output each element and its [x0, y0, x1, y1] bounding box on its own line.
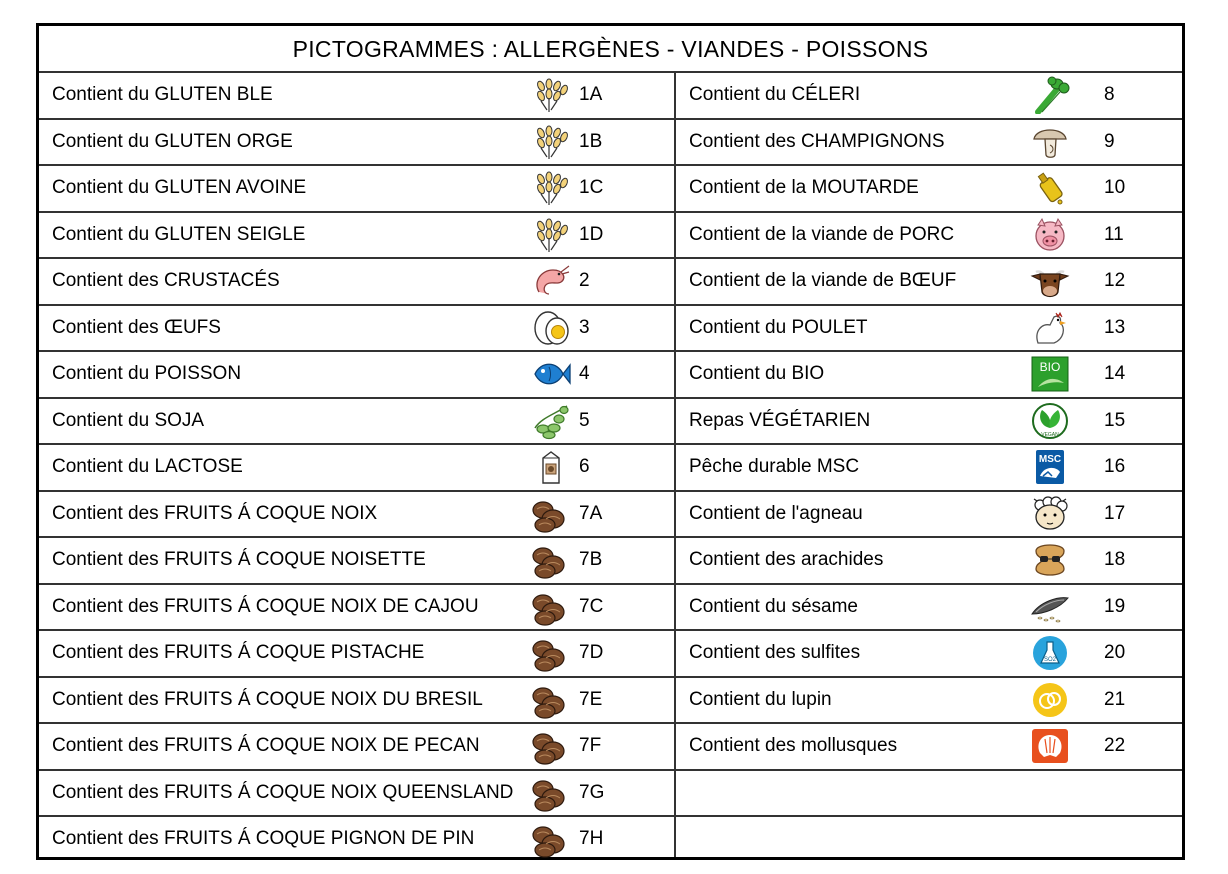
allergen-label: Contient du sésame [689, 595, 858, 617]
allergen-label: Contient de l'agneau [689, 502, 863, 524]
milk-carton-icon [531, 448, 571, 486]
nuts-icon [531, 495, 571, 533]
wheat-icon [531, 169, 571, 207]
table-row [39, 212, 674, 258]
allergen-code: 18 [1104, 549, 1126, 570]
table-row [39, 677, 674, 723]
nuts-icon [531, 681, 571, 719]
mushroom-icon [1030, 123, 1070, 161]
allergen-code: 22 [1104, 735, 1126, 756]
table-row [39, 119, 674, 165]
table-row [676, 351, 1182, 397]
allergen-label: Contient des FRUITS Á COQUE NOISETTE [52, 549, 426, 570]
peanut-icon [1030, 541, 1070, 579]
table-row [676, 119, 1182, 165]
egg-icon [531, 309, 571, 347]
bio-label-icon [1030, 355, 1070, 393]
table-row [39, 258, 674, 304]
allergen-code: 7C [579, 595, 604, 617]
allergen-label: Contient du CÉLERI [689, 84, 861, 105]
svg-text:VEGAN: VEGAN [1041, 431, 1059, 438]
row-divider [39, 583, 1182, 585]
allergen-code: 7H [579, 828, 604, 849]
allergen-label: Contient du POISSON [52, 363, 242, 384]
mollusc-icon [1030, 727, 1070, 765]
wheat-icon [531, 216, 571, 254]
sesame-icon [1030, 588, 1070, 626]
allergen-code: 2 [579, 270, 590, 291]
table-row [39, 351, 674, 397]
nuts-icon [531, 588, 571, 626]
row-divider [39, 815, 1182, 817]
allergen-label: Contient de la MOUTARDE [689, 177, 919, 198]
row-divider [39, 769, 1182, 771]
allergen-code: 14 [1104, 363, 1126, 384]
allergen-code: 17 [1104, 502, 1126, 524]
allergen-code: 21 [1104, 688, 1126, 710]
allergen-code: 7D [579, 642, 604, 663]
allergen-label: Contient des CRUSTACÉS [52, 270, 280, 291]
svg-text:BIO: BIO [1039, 360, 1061, 374]
allergen-label: Contient du SOJA [52, 409, 205, 431]
allergen-code: 19 [1104, 595, 1126, 617]
table-row [676, 398, 1182, 444]
table-row [676, 677, 1182, 723]
allergen-code: 7B [579, 549, 603, 570]
celery-icon [1030, 76, 1070, 114]
table-row [676, 212, 1182, 258]
table-row [39, 72, 674, 118]
svg-text:MSC: MSC [1038, 454, 1062, 465]
table-row [39, 444, 674, 490]
table-row [676, 165, 1182, 211]
sheep-icon [1030, 495, 1070, 533]
allergen-code: 16 [1104, 456, 1126, 477]
allergen-code: 10 [1104, 177, 1126, 198]
allergen-code: 7G [579, 781, 605, 803]
table-row [676, 630, 1182, 676]
row-divider [39, 350, 1182, 352]
row-divider [39, 629, 1182, 631]
allergen-label: Contient des ŒUFS [52, 316, 221, 338]
allergen-code: 4 [579, 363, 590, 384]
allergen-label: Contient des FRUITS Á COQUE PIGNON DE PIN [52, 828, 475, 849]
table-row [676, 305, 1182, 351]
allergen-label: Contient des CHAMPIGNONS [689, 130, 945, 152]
allergen-label: Contient des FRUITS Á COQUE NOIX [52, 502, 378, 524]
table-row [676, 491, 1182, 537]
pig-icon [1030, 216, 1070, 254]
allergen-code: 3 [579, 316, 590, 338]
allergen-code: 6 [579, 456, 590, 477]
allergen-code: 1D [579, 223, 604, 245]
allergen-label: Pêche durable MSC [689, 456, 860, 477]
allergen-label: Contient des FRUITS Á COQUE NOIX DE PECAN [52, 735, 480, 756]
table-row [39, 491, 674, 537]
allergen-label: Contient du LACTOSE [52, 456, 243, 477]
allergen-code: 7E [579, 688, 603, 710]
table-row [39, 630, 674, 676]
table-row [39, 584, 674, 630]
row-divider [39, 211, 1182, 213]
allergen-label: Contient du GLUTEN ORGE [52, 130, 293, 152]
vegan-leaf-icon [1030, 402, 1070, 440]
allergen-code: 8 [1104, 84, 1115, 105]
allergen-code: 11 [1104, 223, 1124, 245]
table-row [39, 398, 674, 444]
row-divider [39, 676, 1182, 678]
allergen-label: Repas VÉGÉTARIEN [689, 409, 871, 431]
table-row [676, 537, 1182, 583]
allergen-label: Contient des FRUITS Á COQUE NOIX QUEENSLAND [52, 781, 514, 803]
allergen-code: 1B [579, 130, 603, 152]
allergen-label: Contient des FRUITS Á COQUE PISTACHE [52, 642, 425, 663]
table-row [676, 258, 1182, 304]
allergen-label: Contient du BIO [689, 363, 825, 384]
table-row [39, 305, 674, 351]
chicken-icon [1030, 309, 1070, 347]
allergen-label: Contient des mollusques [689, 735, 898, 756]
table-row [39, 816, 674, 862]
allergen-label: Contient du GLUTEN BLE [52, 84, 273, 105]
wheat-icon [531, 76, 571, 114]
allergen-code: 15 [1104, 409, 1126, 431]
allergen-code: 1A [579, 84, 603, 105]
row-divider [39, 304, 1182, 306]
svg-text:SO2: SO2 [1043, 657, 1057, 663]
allergen-code: 1C [579, 177, 604, 198]
allergen-label: Contient des arachides [689, 549, 884, 570]
allergen-label: Contient de la viande de PORC [689, 223, 955, 245]
allergen-code: 9 [1104, 130, 1115, 152]
allergen-label: Contient des FRUITS Á COQUE NOIX DE CAJOU [52, 595, 479, 617]
row-divider [39, 397, 1182, 399]
allergen-code: 12 [1104, 270, 1126, 291]
table-row [676, 723, 1182, 769]
lupin-icon [1030, 681, 1070, 719]
cow-icon [1030, 262, 1070, 300]
shrimp-icon [531, 262, 571, 300]
nuts-icon [531, 820, 571, 858]
table-row [676, 444, 1182, 490]
soy-icon [531, 402, 571, 440]
allergen-code: 7F [579, 735, 602, 756]
row-divider [39, 722, 1182, 724]
table-row [676, 72, 1182, 118]
row-divider [39, 164, 1182, 166]
mustard-icon [1030, 169, 1070, 207]
allergen-code: 13 [1104, 316, 1126, 338]
allergen-label: Contient du lupin [689, 688, 832, 710]
nuts-icon [531, 634, 571, 672]
allergen-label: Contient du POULET [689, 316, 868, 338]
row-divider [39, 536, 1182, 538]
row-divider [39, 490, 1182, 492]
table-row [676, 584, 1182, 630]
table-row [39, 537, 674, 583]
table-row [39, 165, 674, 211]
msc-label-icon [1030, 448, 1070, 486]
nuts-icon [531, 727, 571, 765]
row-divider [39, 443, 1182, 445]
page-title: PICTOGRAMMES : ALLERGÈNES - VIANDES - POISSONS [292, 35, 929, 62]
allergen-label: Contient du GLUTEN SEIGLE [52, 223, 306, 245]
table-row [39, 770, 674, 816]
allergen-code: 20 [1104, 642, 1126, 663]
allergen-label: Contient des sulfites [689, 642, 861, 663]
allergen-label: Contient de la viande de BŒUF [689, 270, 957, 291]
row-divider [39, 71, 1182, 73]
nuts-icon [531, 774, 571, 812]
table-row [39, 723, 674, 769]
allergen-code: 5 [579, 409, 590, 431]
row-divider [39, 118, 1182, 120]
allergen-label: Contient des FRUITS Á COQUE NOIX DU BRESIL [52, 688, 483, 710]
nuts-icon [531, 541, 571, 579]
allergen-table [36, 23, 1185, 860]
wheat-icon [531, 123, 571, 161]
sulfites-flask-icon [1030, 634, 1070, 672]
row-divider [39, 257, 1182, 259]
allergen-code: 7A [579, 502, 603, 524]
allergen-label: Contient du GLUTEN AVOINE [52, 177, 307, 198]
fish-icon [531, 355, 571, 393]
